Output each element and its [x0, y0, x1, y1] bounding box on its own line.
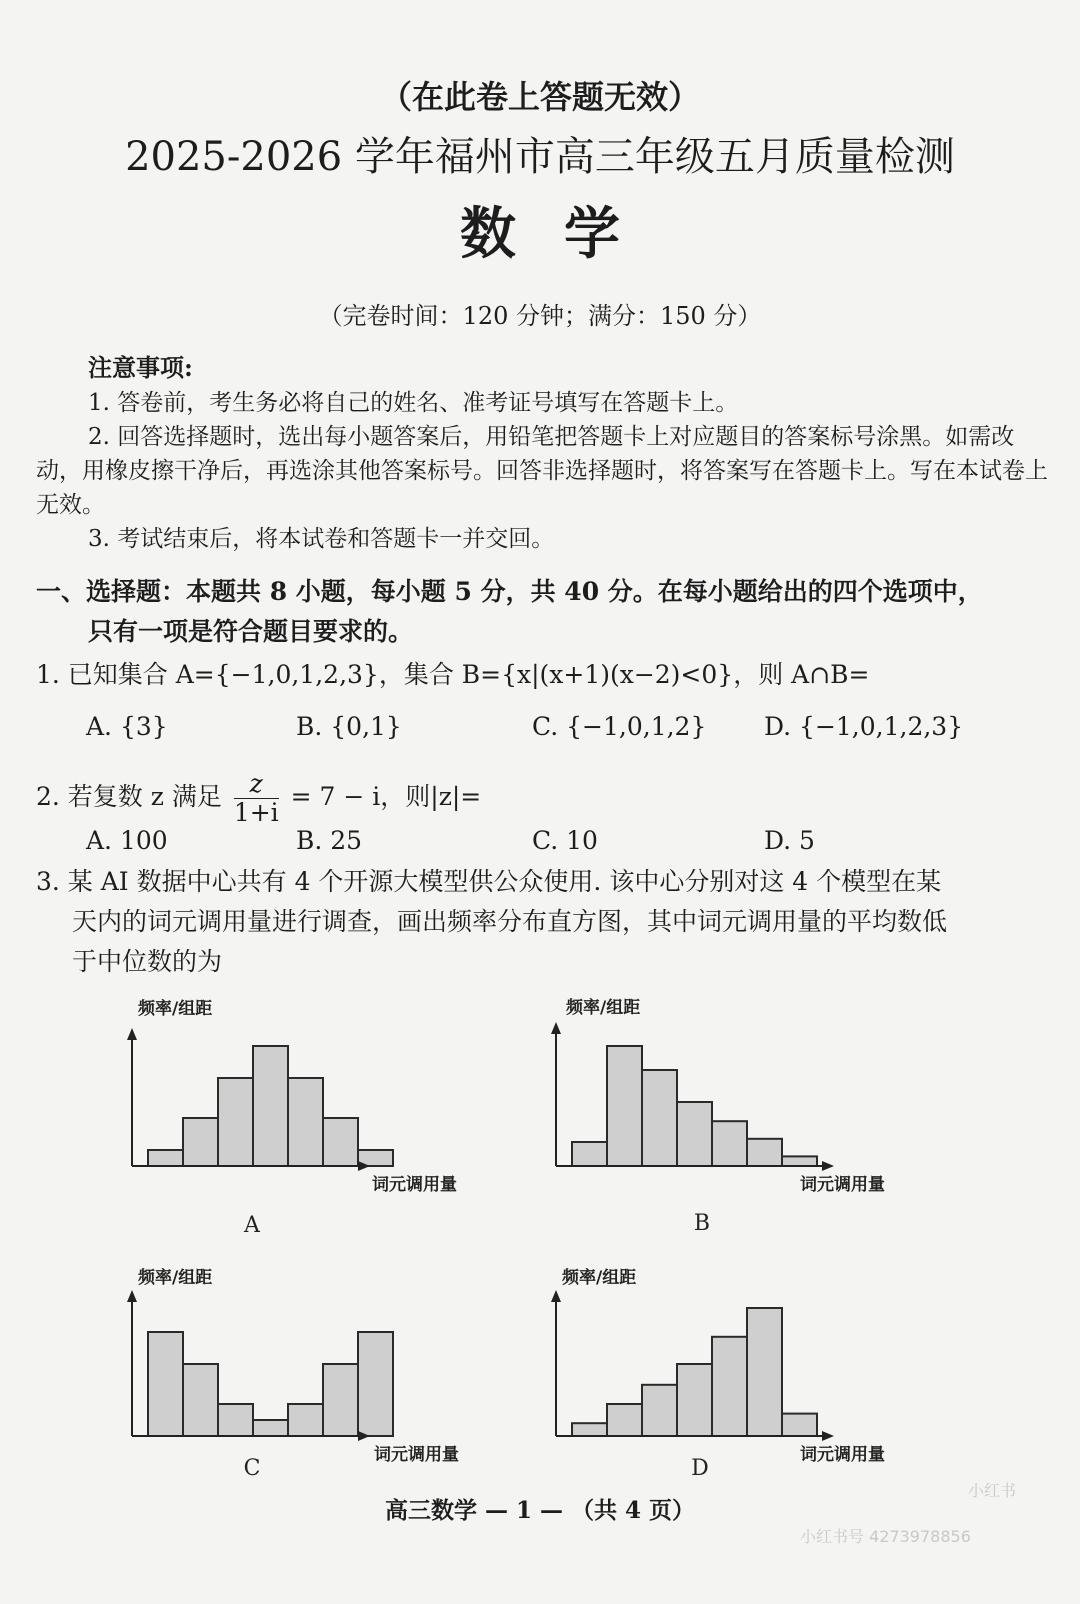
histogram-c-bar-3	[218, 1404, 253, 1436]
q2-stem-pre: 2. 若复数 z 满足	[36, 782, 222, 811]
histogram-c-bar-6	[323, 1364, 358, 1436]
watermark-logo: 小红书	[968, 1481, 1017, 1500]
note-item-3: 3. 考试结束后，将本试卷和答题卡一并交回。	[88, 526, 555, 552]
note-item-2: 2. 回答选择题时，选出每小题答案后，用铅笔把答题卡上对应题目的答案标号涂黑。如需改动，用橡皮擦干净后，再选涂其他答案标号。回答非选择题时，将答案写在答题卡上。写在本试卷上无效。	[36, 424, 1048, 518]
invalid-answer-notice: （在此卷上答题无效）	[379, 78, 700, 116]
histogram-b-bar-5	[712, 1121, 747, 1166]
page-footer: 高三数学 — 1 — （共 4 页）	[384, 1497, 696, 1524]
histogram-d-ylabel: 频率/组距	[562, 1268, 637, 1288]
q2-stem-post: = 7 − i，则|z|=	[290, 782, 482, 811]
histogram-a-xlabel: 词元调用量	[372, 1175, 457, 1195]
q3-line-3: 于中位数的为	[72, 947, 223, 976]
q2-option-b: B. 25	[296, 826, 363, 855]
histogram-b-bar-6	[747, 1139, 782, 1166]
q2-option-a: A. 100	[86, 826, 168, 855]
question-1-stem: 1. 已知集合 A={−1,0,1,2,3}，集合 B={x|(x+1)(x−2)<0}，则 A∩B=	[36, 660, 870, 689]
exam-time-info: （完卷时间：120 分钟；满分：150 分）	[318, 302, 762, 330]
histogram-a-option-label: A	[244, 1213, 260, 1238]
histogram-d-bar-5	[712, 1337, 747, 1436]
histogram-d-x-arrow	[822, 1431, 834, 1441]
exam-title: 2025-2026 学年福州市高三年级五月质量检测	[125, 134, 955, 180]
histogram-c-bar-2	[183, 1364, 218, 1436]
histogram-b-bar-3	[642, 1070, 677, 1166]
histogram-b-option-label: B	[693, 1211, 711, 1236]
q2-fraction-numerator: z	[234, 770, 279, 799]
section-1-line-2: 只有一项是符合题目要求的。	[88, 617, 414, 646]
histogram-b-x-arrow	[822, 1161, 834, 1171]
q1-option-d: D. {−1,0,1,2,3}	[764, 712, 964, 741]
q2-option-c: C. 10	[532, 826, 598, 855]
histogram-a-bar-5	[288, 1078, 323, 1166]
histogram-d-y-arrow	[551, 1290, 561, 1302]
histogram-d-bar-4	[677, 1364, 712, 1436]
histogram-b-bar-4	[677, 1102, 712, 1166]
watermark-id: 小红书号 4273978856	[800, 1527, 971, 1546]
subject-title: 数学	[460, 201, 668, 267]
histogram-b-xlabel: 词元调用量	[800, 1175, 885, 1195]
histogram-d-bar-1	[572, 1423, 607, 1436]
histogram-c-bar-4	[253, 1420, 288, 1436]
histogram-a-bar-4	[253, 1046, 288, 1166]
histogram-b-y-arrow	[551, 1022, 561, 1034]
histogram-d-bar-6	[747, 1308, 782, 1436]
q1-option-a: A. {3}	[86, 712, 168, 741]
q1-option-b: B. {0,1}	[296, 712, 402, 741]
q3-line-2: 天内的词元调用量进行调查，画出频率分布直方图，其中词元调用量的平均数低	[72, 907, 948, 936]
histogram-a-y-arrow	[127, 1028, 137, 1040]
histogram-d-bar-3	[642, 1385, 677, 1436]
histogram-c-xlabel: 词元调用量	[374, 1445, 459, 1465]
histogram-a-ylabel: 频率/组距	[138, 999, 213, 1019]
histogram-d-xlabel: 词元调用量	[800, 1445, 885, 1465]
histogram-a-bar-1	[148, 1150, 183, 1166]
histogram-a-bar-3	[218, 1078, 253, 1166]
histogram-d-bar-2	[607, 1404, 642, 1436]
histogram-c-option-label: C	[243, 1456, 261, 1481]
histogram-b-bar-7	[782, 1156, 817, 1166]
histogram-c-y-arrow	[127, 1290, 137, 1302]
histogram-a-bar-2	[183, 1118, 218, 1166]
histogram-c-bar-1	[148, 1332, 183, 1436]
histogram-c-bar-7	[358, 1332, 393, 1436]
histogram-c-ylabel: 频率/组距	[138, 1268, 213, 1288]
histogram-b-ylabel: 频率/组距	[566, 998, 641, 1018]
notes-heading: 注意事项:	[88, 353, 193, 382]
histogram-c-bar-5	[288, 1404, 323, 1436]
histogram-b-bar-1	[572, 1142, 607, 1166]
q3-line-1: 3. 某 AI 数据中心共有 4 个开源大模型供公众使用. 该中心分别对这 4 个模型在某	[36, 867, 942, 896]
q2-fraction-denominator: 1+i	[233, 798, 279, 827]
histogram-d-option-label: D	[691, 1456, 709, 1481]
histogram-b-bar-2	[607, 1046, 642, 1166]
q1-option-c: C. {−1,0,1,2}	[532, 712, 707, 741]
section-1-line-1: 一、选择题：本题共 8 小题，每小题 5 分，共 40 分。在每小题给出的四个选项中，	[36, 577, 983, 606]
q2-option-d: D. 5	[764, 826, 815, 855]
histogram-a-bar-6	[323, 1118, 358, 1166]
histogram-d-bar-7	[782, 1414, 817, 1436]
note-item-1: 1. 答卷前，考生务必将自己的姓名、准考证号填写在答题卡上。	[88, 390, 739, 416]
